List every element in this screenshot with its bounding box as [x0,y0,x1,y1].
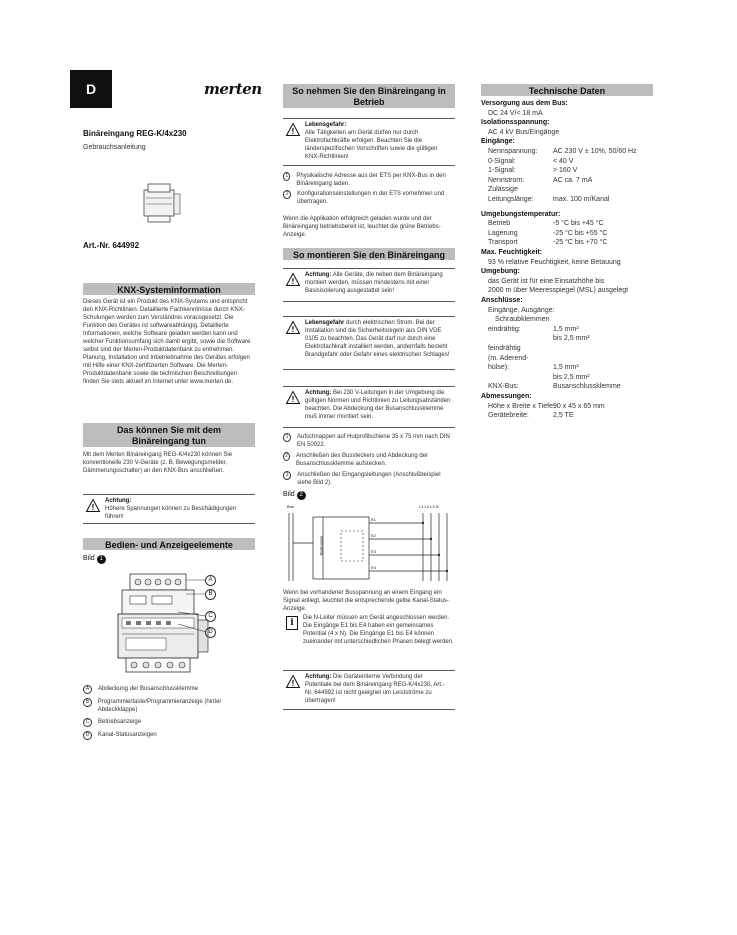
tech-data-label: Betrieb [488,220,511,228]
commissioning-result-text: Wenn die Applikation erfolgreich geladen wurde und der Binäreingang betriebsbereit ist, leuchtet die grüne Betriebs-Anzeige. [283,216,441,238]
warning-icon [286,391,300,404]
legend-item-b: B Programmiertaste/Programmieranzeige (hinter Abdeckklappe) [83,698,255,714]
warning-icon [286,321,300,334]
tech-data-label: Eingänge, Ausgänge: [488,306,555,314]
info-icon: i [286,616,298,630]
tech-data-label: AC 4 kV Bus/Eingänge [488,128,560,136]
warning-box-electric-shock: ! Lebensgefahr durch elektrischen Strom. Bei der Installation sind die Sicherheitsregeln aus DIN VDE 0105 zu beachten. Das Gerät darf nur durch eine Elektrofachkraft installiert werden, andernfalls besteht Brandgefahr oder Gefahr eines elektrischen Schlages! [283,316,455,370]
tech-data-value: -25 °C bis +55 °C [553,229,608,237]
tech-data-label: Abmessungen: [481,393,532,400]
device-label: Buskoppler [318,535,324,556]
tech-data-label: feindrähtig [488,345,521,352]
svg-text:!: ! [291,679,295,688]
tech-data-label: Lagerung [488,229,518,237]
tech-data-label: 93 % relative Feuchtigkeit, keine Betauung [488,258,621,266]
tech-data-label: Umgebung: [481,268,520,276]
section-what-you-can-do: Das können Sie mit dem Binäreingang tun [83,423,255,447]
warning-icon [86,499,100,512]
wiring-diagram [283,503,455,583]
device-thumbnail [140,180,184,224]
bus-label: Bus [287,504,294,509]
svg-text:!: ! [291,277,295,286]
step-item: 1 Aufschnappen auf Hutprofilschiene 35 x 75 mm nach DIN EN 50022. [283,433,455,449]
input-label-e3: E3 [371,549,376,554]
tech-data-label: Höhe x Breite x Tiefe: [488,402,555,410]
tech-data-label: hülse): [488,364,510,372]
warning-box-230v-lines: ! Achtung: Bei 230 V-Leitungen in der Umgebung die gültigen Normen und Richtlinien zu Leitungsabständen beachten. Die Abdeckung der Busanschlussklemme muß immer montiert sein. [283,386,455,428]
warning-icon [286,675,300,688]
phase-labels: L1 L2 L3 N [419,504,439,509]
tech-data-label: Max. Feuchtigkeit: [481,249,543,256]
figure-number-badge: 1 [97,555,106,564]
channel-status-text: Wenn bei vorhandener Busspannung an einem Eingang ein Signal anliegt, leuchtet die entsprechende gelbe Kanal-Status-Anzeige. [283,590,449,612]
step-item: 3 Anschließen der Eingangsleitungen (Anschlußbeispiel siehe Bild 2). [283,471,455,487]
warning-box-insulation: ! Achtung: Alle Geräte, die neben dem Binäreingang montiert werden, müssen mindestens mit einer Basisisolierung ausgestattet sein! [283,268,455,302]
section-knx-systeminformation: KNX-Systeminformation [83,283,255,295]
svg-text:!: ! [91,503,95,512]
tech-data-label: Zulässige [488,186,518,194]
product-subtitle: Gebrauchsanleitung [83,144,146,151]
tech-data-label: Schraubklemmen [495,316,550,324]
info-text: Die N-Leiter müssen am Gerät angeschlossen werden. Die Eingänge E1 bis E4 haben ein gemeinsames Potential (4 x N). Die Eingänge E1 bis E4 können zueinander mit unterschiedlichen Phasen belegt werden. [303,615,454,645]
tech-data-label: Versorgung aus dem Bus: [481,100,568,107]
tech-data-label: 2000 m über Meeresspiegel (MSL) ausgelegt [488,287,629,295]
knx-info-text: Dieses Gerät ist ein Produkt des KNX-Systems und entspricht den KNX-Richtlinien. Detaillierte Fachkenntnisse durch KNX-Schulungen werden zum Verständnis vorausgesetzt. Die Funktion des Gerätes ist softwareabhängig. Detaillierte Informationen, welche Software geladen werden kann und welcher Funktionsumfang sich damit ergibt, sowie die Software selbst sind der Merten-Produktdatenbank zu entnehmen. Planung, Installation und Inbetriebnahme des Gerätes erfolgen mit Hilfe einer KNX-zertifizierten Software. Die Merten-Produktdatenbank sowie die technischen Beschreibungen finden Sie stets aktuell im Internet unter www.merten.de. [83,299,251,385]
tech-data-value: max. 100 m/Kanal [553,196,610,203]
tech-data-value: > 160 V [553,167,578,175]
section-mounting: So montieren Sie den Binäreingang [283,248,455,260]
tech-data-value: < 40 V [553,157,574,165]
tech-data-label: Anschlüsse: [481,297,523,304]
tech-data-label: eindrähtig: [488,325,521,333]
tech-data-label: 0-Signal: [488,157,516,165]
legend-list [83,685,255,740]
tech-data-label: Isolationsspannung: [481,119,550,127]
tech-data-value: bis 2,5 mm² [553,373,590,381]
mounting-steps [283,433,455,487]
step-item: 2 Anschließen des Bussteckers und Abdeckung der Busanschlussklemme aufstecken. [283,452,455,468]
input-label-e4: E4 [371,565,376,570]
tech-data-label: (m. Aderend- [488,354,529,362]
tech-data-value: bis 2,5 mm² [553,335,590,343]
callout-c: C [205,611,216,622]
product-title: Binäreingang REG-K/4x230 [83,129,187,138]
tech-data-label: KNX-Bus: [488,383,519,391]
warning-box-life-danger: ! Lebensgefahr: Alle Tätigkeiten am Gerät dürfen nur durch Elektrofachkräfte erfolgen. Beachten Sie die länderspezifischen Vorschriften sowie die gültigen KNX-Richtlinien! [283,118,455,166]
warning-box-internal-connection: ! Achtung: Die Geräteinterne Verbindung der Potentiale bei dem Binäreingang REG-K/4x230, Art.-Nr. 644992 ist nicht geeignet um Leistströme zu übertragen! [283,670,455,710]
tech-data-label: Umgebungstemperatur: [481,210,561,218]
figure-number-badge: 2 [297,491,306,500]
tech-data-value: 1,5 mm² [553,364,579,372]
commissioning-steps [283,172,455,206]
callout-d: D [205,627,216,638]
article-number: Art.-Nr. 644992 [83,241,140,250]
tech-data-value: 2,5 TE [553,412,574,420]
info-box [283,613,455,665]
tech-data-label: Eingänge: [481,138,515,146]
tech-data-value: AC ca. 7 mA [553,176,593,184]
warning-heading: Achtung: [105,498,132,504]
input-label-e2: E2 [371,533,376,538]
svg-text:!: ! [291,325,295,334]
section-technical-data: Technische Daten [481,84,653,96]
warning-text: Höhere Spannungen können zu Beschädigungen führen! [105,506,237,520]
callout-a: A [205,575,216,586]
warning-box-voltage [83,494,255,524]
tech-data-value: -5 °C bis +45 °C [553,220,604,228]
svg-text:!: ! [291,395,295,404]
tech-data-value: Busanschlussklemme [553,383,621,391]
tech-data-label: 1-Signal: [488,167,516,175]
figure-2-label: Bild 2 [283,491,306,500]
tech-data-value: 90 x 45 x 65 mm [553,402,605,410]
callout-b: B [205,589,216,600]
brand-logo: merten [204,80,262,98]
tech-data-label: Gerätebreite: [488,412,529,420]
step-item: 2 Konfigurationseinstellungen in der ETS vornehmen und übertragen. [283,190,455,206]
tech-data-value: 1,5 mm² [553,325,579,333]
section-commissioning: So nehmen Sie den Binäreingang in Betrieb [283,84,455,108]
tech-data-label: DC 24 V/< 18 mA [488,109,543,117]
figure-1-label: Bild 1 [83,555,106,564]
input-label-e1: E1 [371,517,376,522]
legend-item-d: D Kanal-Statusanzeigen [83,731,255,740]
legend-item-a: A Abdeckung der Busanschlussklemme [83,685,255,694]
tech-data-label: Leitungslänge: [488,196,534,203]
tech-data-label: Nennspannung: [488,148,538,155]
tech-data-value: -25 °C bis +70 °C [553,239,608,247]
tech-data-label: das Gerät ist für eine Einsatzhöhe bis [488,277,605,285]
tech-data-label: Nennstrom: [488,176,525,184]
warning-icon [286,123,300,136]
step-item: 1 Physikalische Adresse aus der ETS per KNX-Bus in den Binäreingang laden. [283,172,455,188]
tech-data-value: AC 230 V ± 10%, 50/60 Hz [553,148,637,155]
legend-item-c: C Betriebsanzeige [83,718,255,727]
language-badge: D [70,70,112,108]
what-you-can-do-text: Mit dem Merten Binäreingang REG-K/4x230 können Sie konventionelle 230 V-Geräte (z. B. Bewegungsmelder, Dämmerungsschalter) an den KNX-Bus anschließen. [83,452,233,474]
section-controls-indicators: Bedien- und Anzeigeelemente [83,538,255,550]
svg-text:!: ! [291,127,295,136]
tech-data-label: Transport [488,239,518,247]
warning-icon [286,273,300,286]
